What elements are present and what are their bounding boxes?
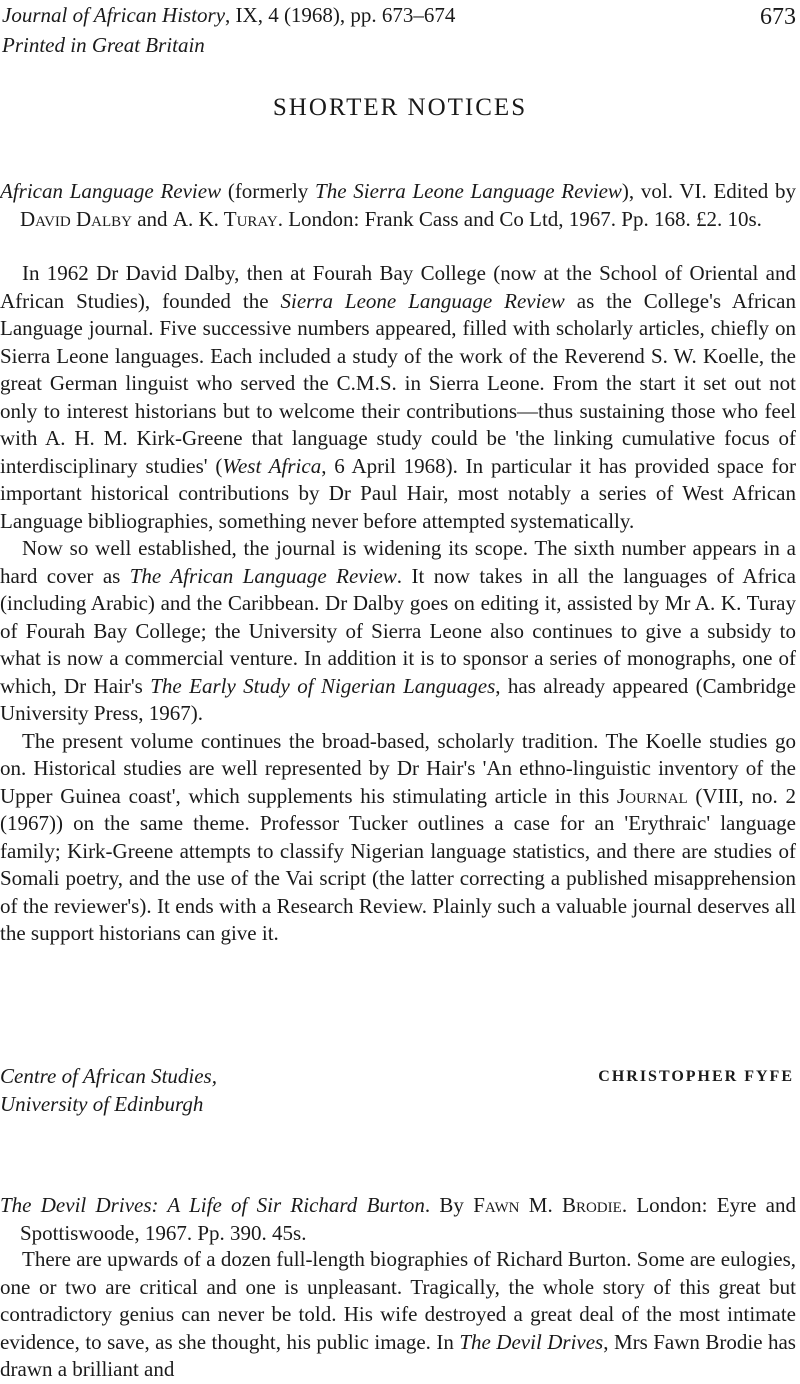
running-head: [2, 0, 455, 30]
review1-citation: [0, 178, 796, 233]
journal-title: Journal of African History: [2, 3, 226, 27]
paragraph: There are upwards of a dozen full-length biographies of Richard Burton. Some are eulogies, one or two are critical and one is unpleasant. Tragically, the whole story of this great but contradictory genius can never be told. His wife destroyed a great deal of the most intimate evidence, to save, as she thought, his public image. In The Devil Drives, Mrs Fawn Brodie has drawn a brilliant and: [0, 1247, 796, 1381]
review1-book-title: African Language Review: [0, 179, 222, 203]
page-number: 673: [760, 4, 796, 30]
paragraph: The present volume continues the broad-based, scholarly tradition. The Koelle studies go on. Historical studies are well represented by Dr Hair's 'An ethno-linguistic inventory of the Upper Guinea coast', which supplements his stimulating article in this Journal (VIII, no. 2 (1967)) on the same theme. Professor Tucker outlines a case for an 'Erythraic' language family; Kirk-Greene attempts to classify Nigerian language statistics, and there are studies of Somali poetry, and the use of the Vai script (the latter correcting a published misapprehension of the reviewer's). It ends with a Research Review. Plainly such a valuable journal deserves all the support historians can give it.: [0, 728, 797, 945]
paragraph: In 1962 Dr David Dalby, then at Fourah Bay College (now at the School of Oriental and African Studies), founded the Sierra Leone Language Review as the College's African Language journal. Five successive numbers appeared, filled with scholarly articles, chiefly on Sierra Leone languages. Each included a study of the work of the Reverend S. W. Koelle, the great German linguist who served the C.M.S. in Sierra Leone. From the start it set out not only to interest historians but to welcome their contributions—thus sustaining those who feel with A. H. M. Kirk-Greene that language study could be 'the linking cumulative focus of interdisciplinary studies' (West Africa, 6 April 1968). In particular it has provided space for important historical contributions by Dr Paul Hair, most notably a series of West African Language bibliographies, something never before attempted systematically.: [0, 261, 796, 533]
publisher-info: . London: Frank Cass and Co Ltd, 1967. Pp. 168. £2. 10s.: [277, 206, 762, 231]
review2-body: [0, 1246, 796, 1384]
journal-issue: , IX, 4 (1968), pp. 673–674: [225, 3, 456, 27]
citation-text: ), vol. VI. Edited by: [621, 179, 797, 203]
author-name: Fawn M. Brodie: [473, 1193, 622, 1217]
section-title: SHORTER NOTICES: [272, 94, 528, 121]
review1-former-title: The Sierra Leone Language Review: [315, 179, 622, 203]
citation-text: and: [131, 206, 173, 231]
review1-signature: [0, 1063, 796, 1118]
review1-body: [0, 260, 796, 948]
affiliation: Centre of African Studies,: [0, 1064, 217, 1088]
review2-citation: [0, 1192, 796, 1247]
paragraph: Now so well established, the journal is widening its scope. The sixth number appears in a hard cover as The African Language Review. It now takes in all the languages of Africa (including Arabic) and the Caribbean. Dr Dalby goes on editing it, assisted by Mr A. K. Turay of Fourah Bay College; the University of Sierra Leone also continues to give a subsidy to what is now a commercial venture. In addition it is to sponsor a series of monographs, one of which, Dr Hair's The Early Study of Nigerian Languages, has already appeared (Cambridge University Press, 1967).: [0, 536, 796, 725]
citation-text: (formerly: [221, 179, 316, 203]
printed-note: Printed in Great Britain: [2, 33, 205, 57]
publisher-info: . London: Eyre and Spottiswoode, 1967. Pp. 390. 45s.: [20, 1193, 796, 1245]
citation-text: . By: [424, 1193, 474, 1217]
affiliation: University of Edinburgh: [0, 1091, 204, 1116]
editor-name: David Dalby: [20, 206, 132, 231]
reviewer-name: CHRISTOPHER FYFE: [598, 1068, 794, 1085]
editor-name: A. K. Turay: [172, 206, 278, 231]
review2-book-title: The Devil Drives: A Life of Sir Richard Burton: [0, 1193, 425, 1217]
